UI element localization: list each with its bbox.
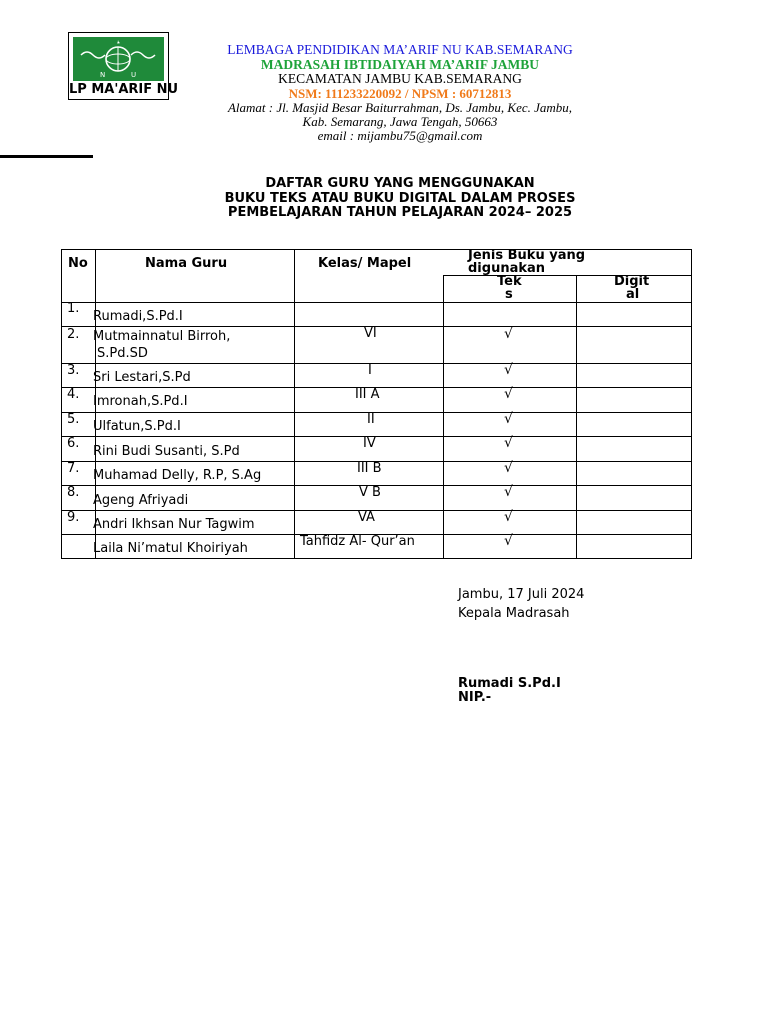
header-teks-2: s [505,287,513,302]
header-digital-1: Digit [614,274,650,289]
teacher-table [61,249,692,559]
institution-name: LEMBAGA PENDIDIKAN MA’ARIF NU KAB.SEMARANG [227,42,573,57]
signer-nip: NIP.- [458,690,492,705]
row-nama: Rumadi,S.Pd.I [93,309,183,324]
row-nama: Rini Budi Susanti, S.Pd [93,444,240,459]
school-id-numbers: NSM: 111233220092 / NPSM : 60712813 [288,86,512,101]
row-kelas: III B [357,461,382,476]
row-teks-check: √ [504,386,513,402]
row-kelas: V B [359,485,381,500]
row-teks-check: √ [504,435,513,451]
nu-emblem-icon [73,37,164,81]
lp-maarif-logo [68,32,179,100]
title-line-2: BUKU TEKS ATAU BUKU DIGITAL DALAM PROSES [224,191,576,206]
school-name: MADRASAH IBTIDAIYAH MA’ARIF JAMBU [260,57,540,72]
row-nama: Ageng Afriyadi [93,493,189,508]
row-kelas: VI [364,326,377,341]
svg-text:U: U [131,71,137,79]
row-no: 6. [67,436,80,451]
row-kelas: III A [355,387,380,402]
row-teks-check: √ [504,533,513,549]
svg-text:N: N [100,71,106,79]
header-jenis-buku-1: Jenis Buku yang [468,248,586,263]
row-no: 5. [67,412,80,427]
row-teks-check: √ [504,326,513,342]
address-line-1: Alamat : Jl. Masjid Besar Baiturrahman, Ds. Jambu, Kec. Jambu, [227,100,573,115]
row-no: 9. [67,510,80,525]
row-no: 2. [67,327,80,342]
row-nama-cont: S.Pd.SD [97,346,148,361]
row-kelas: Tahfidz Al- Qur’an [300,534,415,549]
signer-name: Rumadi S.Pd.I [458,676,561,691]
place-date: Jambu, 17 Juli 2024 [458,587,585,602]
row-nama: Laila Ni’matul Khoiriyah [93,541,248,556]
header-rule [0,155,93,158]
row-teks-check: √ [504,484,513,500]
signer-position: Kepala Madrasah [458,606,570,621]
row-teks-check: √ [504,411,513,427]
row-teks-check: √ [504,362,513,378]
row-nama: Imronah,S.Pd.I [93,394,188,409]
row-kelas: IV [363,436,376,451]
row-nama: Ulfatun,S.Pd.I [93,419,181,434]
row-no: 3. [67,363,80,378]
row-kelas: VA [358,510,375,525]
title-line-3: PEMBELAJARAN TAHUN PELAJARAN 2024– 2025 [227,205,573,220]
district-name: KECAMATAN JAMBU KAB.SEMARANG [278,71,522,86]
row-no: 7. [67,461,80,476]
title-line-1: DAFTAR GURU YANG MENGGUNAKAN [265,176,535,191]
logo-text: LP MA'ARIF NU [69,82,179,97]
header-jenis-buku-2: digunakan [468,261,546,276]
row-no: 8. [67,485,80,500]
row-nama: Sri Lestari,S.Pd [93,370,191,385]
header-kelas-mapel: Kelas/ Mapel [318,256,412,271]
header-digital-2: al [626,287,640,302]
row-nama: Muhamad Delly, R.P, S.Ag [93,468,262,483]
row-teks-check: √ [504,460,513,476]
row-no: 4. [67,387,80,402]
row-teks-check: √ [504,509,513,525]
address-line-2: Kab. Semarang, Jawa Tengah, 50663 [302,114,498,129]
row-kelas: I [368,363,372,378]
header-no: No [68,256,88,271]
row-no: 1. [67,301,80,316]
header-nama-guru: Nama Guru [145,256,228,271]
email-line: email : mijambu75@gmail.com [317,128,483,143]
row-nama: Mutmainnatul Birroh, [93,329,231,344]
row-nama: Andri Ikhsan Nur Tagwim [93,517,255,532]
row-kelas: II [367,412,375,427]
header-teks-1: Tek [497,274,522,289]
